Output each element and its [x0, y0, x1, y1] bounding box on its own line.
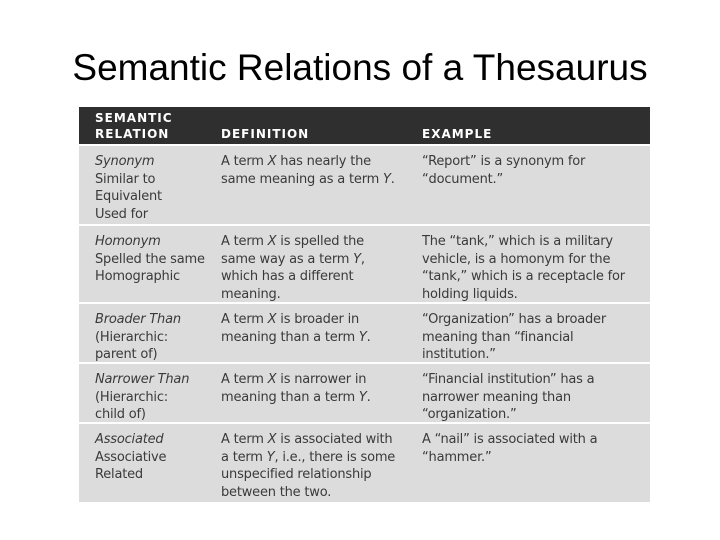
example-line: “document.”: [422, 171, 503, 187]
header-relation-line1: SEMANTIC: [95, 111, 173, 125]
definition-line: a term Y, i.e., there is some: [221, 449, 396, 465]
definition-line: A term X has nearly the: [221, 154, 371, 169]
example-line: holding liquids.: [422, 286, 518, 302]
example-cell: [422, 233, 644, 303]
example-line: A “nail” is associated with a: [422, 432, 598, 447]
relation-alias: parent of): [95, 347, 158, 362]
table-row: [79, 422, 650, 502]
relation-alias: Homographic: [95, 269, 180, 284]
relation-alias: child of): [95, 407, 146, 422]
term-variable: X: [267, 432, 277, 447]
definition-line: A term X is spelled the: [221, 234, 364, 249]
example-line: The “tank,” which is a military: [422, 234, 613, 249]
relation-alias: Spelled the same: [95, 251, 205, 267]
relation-alias: (Hierarchic:: [95, 329, 168, 345]
relation-alias: Equivalent: [95, 189, 162, 204]
term-variable: Y: [358, 389, 367, 405]
example-line: “Financial institution” has a: [422, 372, 595, 387]
header-relation-line2: RELATION: [95, 127, 170, 141]
table-row: [79, 362, 650, 422]
definition-cell: [221, 311, 413, 346]
definition-line: meaning than a term Y.: [221, 389, 371, 405]
term-variable: X: [267, 154, 277, 169]
example-line: institution.”: [422, 347, 496, 362]
relation-name: Associated: [95, 432, 164, 447]
example-cell: [422, 153, 644, 188]
example-line: vehicle, is a homonym for the: [422, 251, 611, 267]
example-line: “tank,” which is a receptacle for: [422, 269, 625, 284]
term-variable: Y: [358, 329, 367, 345]
relation-cell: [95, 431, 219, 484]
relation-cell: [95, 153, 219, 223]
relation-name: Broader Than: [95, 312, 181, 327]
relation-alias: Associative: [95, 449, 167, 465]
term-variable: Y: [383, 171, 391, 187]
definition-line: A term X is narrower in: [221, 372, 367, 387]
relation-alias: Used for: [95, 206, 148, 222]
relation-alias: Related: [95, 467, 143, 482]
example-cell: [422, 371, 644, 424]
relation-name: Narrower Than: [95, 372, 190, 387]
definition-cell: [221, 233, 413, 303]
header-semantic-relation: [95, 110, 205, 142]
example-line: “hammer.”: [422, 449, 492, 465]
definition-line: A term X is broader in: [221, 312, 360, 327]
term-variable: X: [267, 234, 277, 249]
example-line: meaning than “financial: [422, 329, 574, 345]
header-definition: DEFINITION: [221, 127, 310, 141]
term-variable: Y: [266, 449, 275, 465]
table-row: [79, 302, 650, 362]
table-row: [79, 224, 650, 302]
example-line: narrower meaning than: [422, 389, 571, 405]
definition-line: same meaning as a term Y.: [221, 171, 395, 187]
definition-line: between the two.: [221, 484, 332, 500]
definition-line: A term X is associated with: [221, 432, 393, 447]
relation-cell: [95, 233, 219, 286]
definition-line: same way as a term Y,: [221, 251, 365, 267]
semantic-relations-table: [79, 107, 650, 502]
example-line: “Report” is a synonym for: [422, 154, 586, 169]
slide-title: Semantic Relations of a Thesaurus: [72, 47, 648, 88]
table-header: [79, 107, 650, 144]
relation-cell: [95, 371, 219, 424]
relation-alias: (Hierarchic:: [95, 389, 168, 405]
definition-cell: [221, 371, 413, 406]
relation-name: Synonym: [95, 154, 155, 169]
definition-line: which has a different: [221, 269, 354, 284]
table-row: [79, 144, 650, 224]
definition-line: meaning than a term Y.: [221, 329, 371, 345]
definition-cell: [221, 431, 413, 501]
example-line: “organization.”: [422, 407, 517, 422]
relation-cell: [95, 311, 219, 364]
definition-line: meaning.: [221, 286, 281, 302]
term-variable: Y: [353, 251, 361, 267]
definition-cell: [221, 153, 413, 188]
term-variable: X: [267, 372, 277, 387]
example-cell: [422, 311, 644, 364]
relation-alias: Similar to: [95, 171, 156, 187]
definition-line: unspecified relationship: [221, 467, 372, 482]
relation-name: Homonym: [95, 234, 161, 249]
example-line: “Organization” has a broader: [422, 312, 606, 327]
header-example: EXAMPLE: [422, 127, 493, 141]
term-variable: X: [267, 312, 277, 327]
example-cell: [422, 431, 644, 466]
